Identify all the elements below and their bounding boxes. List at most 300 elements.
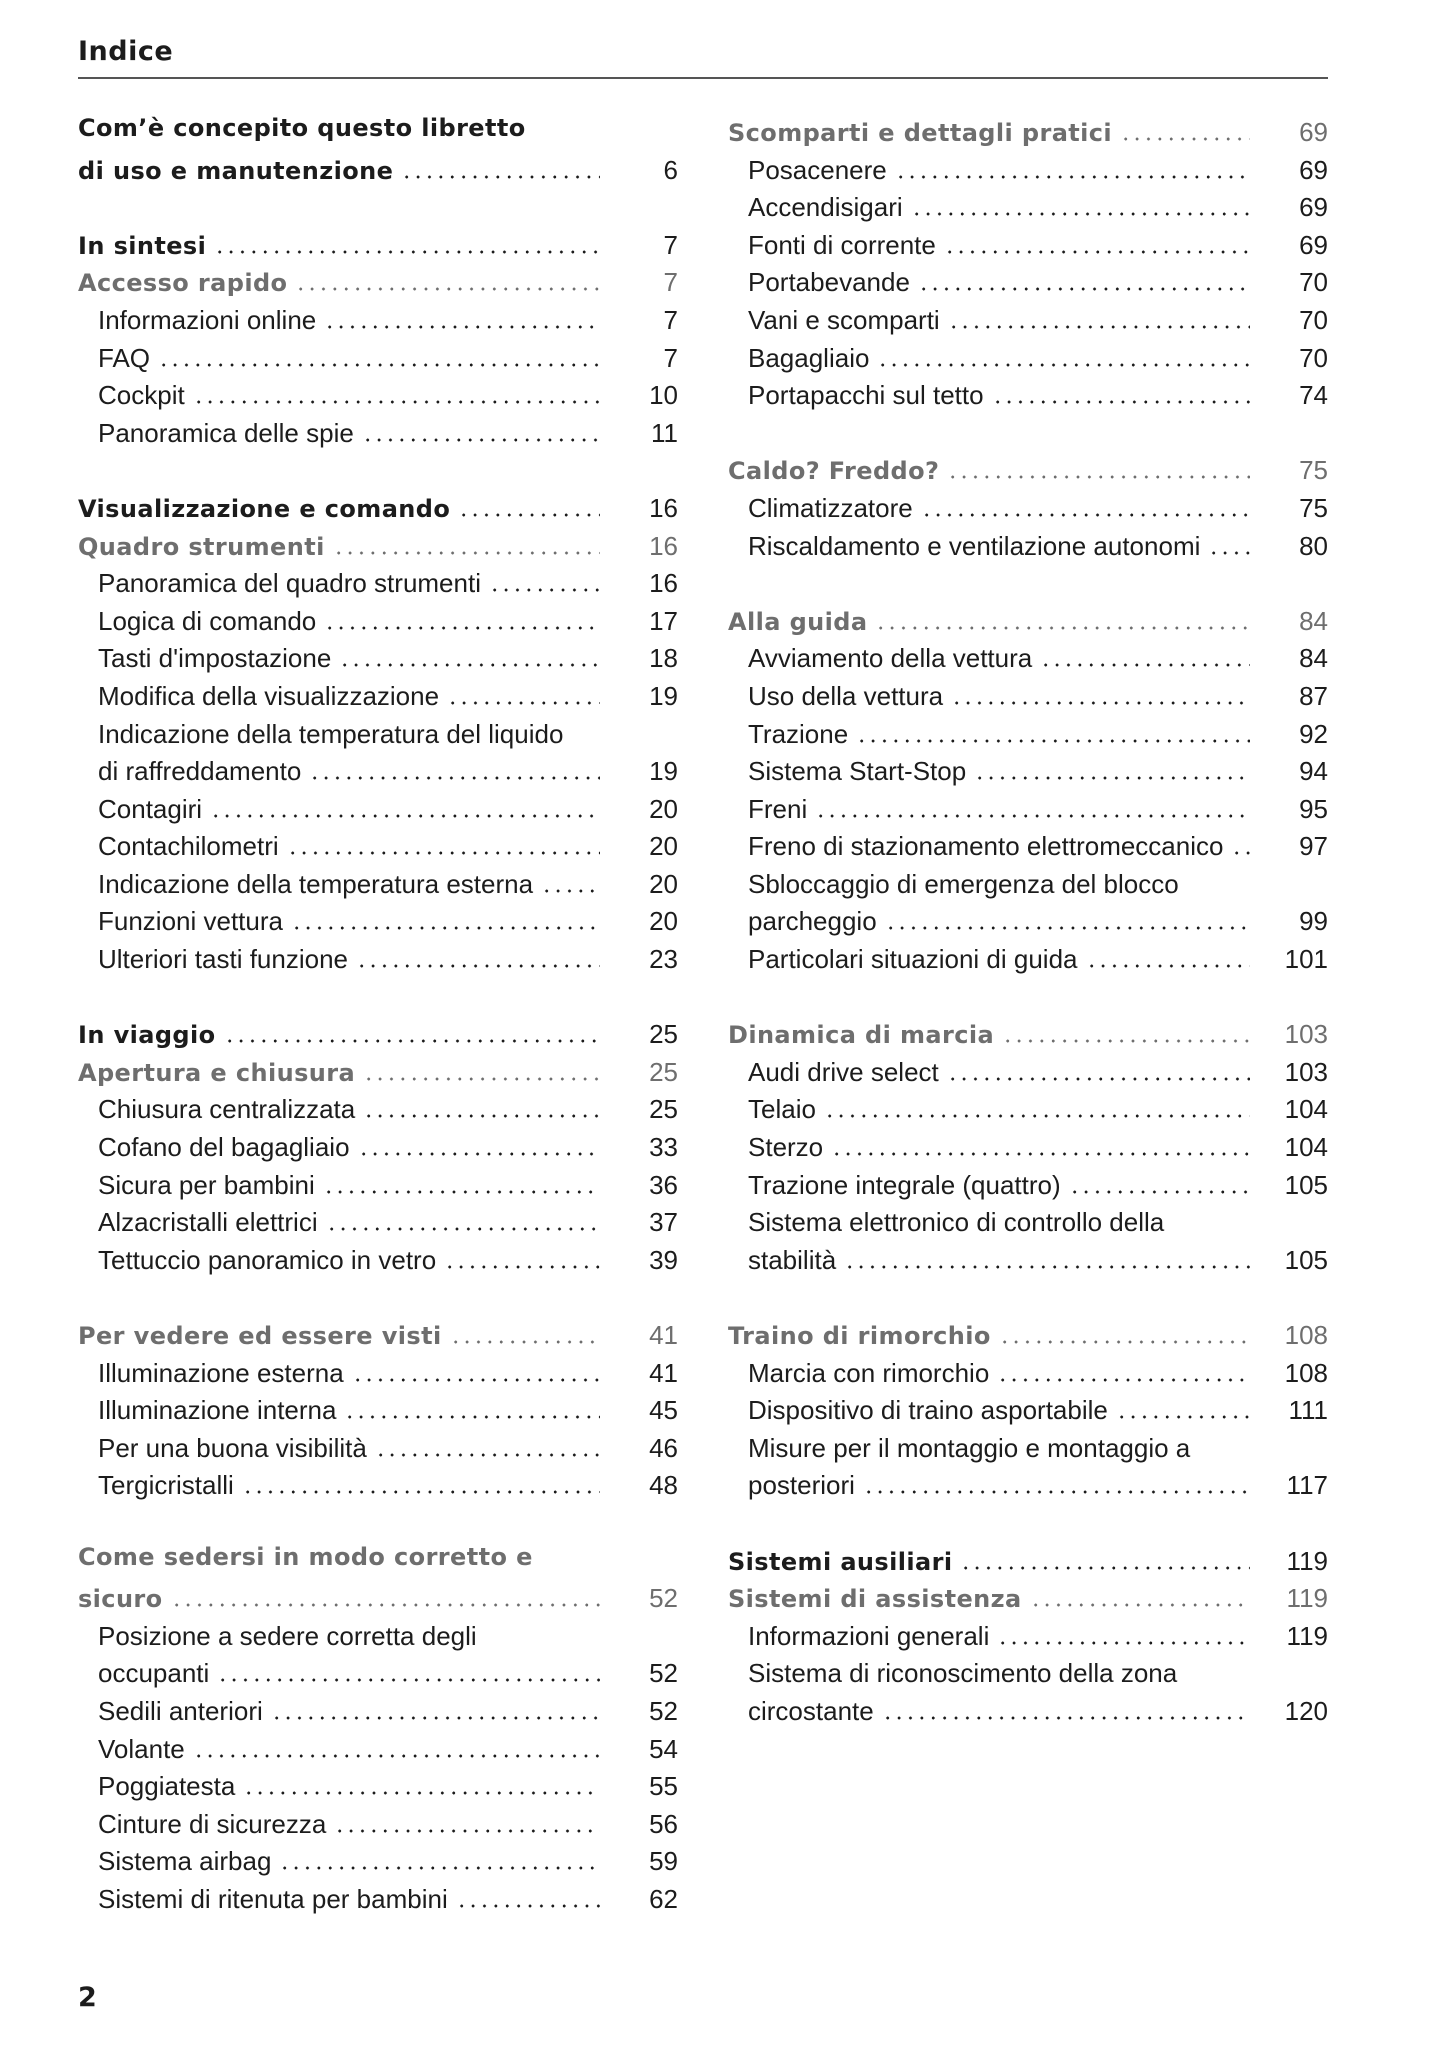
toc-entry[interactable] [78, 1731, 678, 1769]
toc-entry-title: Marcia con rimorchio [748, 1357, 990, 1388]
toc-entry-title: Sicura per bambini [98, 1169, 315, 1200]
toc-entry[interactable] [78, 377, 678, 415]
dot-leader [997, 1641, 1250, 1645]
toc-entry[interactable] [728, 903, 1328, 941]
toc-chapter-heading[interactable] [728, 452, 1328, 490]
toc-page-number: 7 [663, 342, 678, 373]
toc-entry[interactable] [78, 640, 678, 678]
toc-chapter-heading[interactable] [78, 1317, 678, 1355]
toc-page-number: 70 [1299, 267, 1328, 298]
toc-entry-title: Caldo? Freddo? [728, 457, 940, 486]
toc-entry-title: Portabevande [748, 267, 910, 298]
toc-section [728, 603, 1328, 979]
toc-entry[interactable] [728, 753, 1328, 791]
toc-entry[interactable] [728, 1618, 1328, 1656]
dot-leader [242, 1490, 600, 1494]
toc-entry-title: Come sedersi in modo corretto e [78, 1542, 533, 1571]
toc-entry-title: Contachilometri [98, 831, 279, 862]
toc-page-number: 10 [649, 380, 678, 411]
dot-leader [344, 1415, 600, 1419]
dot-leader [918, 287, 1250, 291]
toc-entry[interactable] [728, 490, 1328, 528]
toc-chapter-heading[interactable] [78, 1580, 678, 1618]
toc-entry[interactable] [728, 302, 1328, 340]
toc-page-number: 103 [1284, 1019, 1328, 1050]
toc-entry-title: Fonti di corrente [748, 229, 936, 260]
toc-section [78, 227, 678, 453]
dot-leader [992, 400, 1250, 404]
toc-entry[interactable] [728, 1430, 1328, 1468]
toc-entry-title: Sistema di riconoscimento della zona [748, 1658, 1178, 1689]
dot-leader [334, 1829, 600, 1833]
toc-section [728, 452, 1328, 565]
toc-entry-title: Quadro strumenti [78, 532, 325, 561]
toc-page-number: 97 [1299, 831, 1328, 862]
toc-entry-title: Sistemi di assistenza [728, 1585, 1022, 1614]
toc-chapter-heading[interactable] [728, 1016, 1328, 1054]
dot-leader [444, 1265, 600, 1269]
toc-entry-title: Dinamica di marcia [728, 1021, 995, 1050]
toc-page-number: 117 [1286, 1470, 1328, 1501]
dot-leader [921, 513, 1250, 517]
toc-chapter-heading[interactable] [78, 264, 678, 302]
toc-entry[interactable] [78, 1693, 678, 1731]
toc-entry-title: parcheggio [748, 906, 877, 937]
dot-leader [193, 1754, 600, 1758]
toc-entry-title: Sistema airbag [98, 1846, 272, 1877]
toc-section [728, 1543, 1328, 1731]
toc-entry-title: Chiusura centralizzata [98, 1094, 356, 1125]
dot-leader [489, 588, 600, 592]
toc-entry-title: Funzioni vettura [98, 906, 283, 937]
toc-page-number: 48 [649, 1470, 678, 1501]
toc-page-number: 25 [649, 1056, 678, 1087]
dot-leader [1208, 551, 1250, 555]
toc-page-number: 33 [649, 1132, 678, 1163]
toc-entry[interactable] [78, 415, 678, 453]
toc-entry-title: Cockpit [98, 380, 185, 411]
toc-entry-title: Sterzo [748, 1132, 824, 1163]
toc-entry-title: Bagagliaio [748, 342, 870, 373]
toc-chapter-heading[interactable] [78, 528, 678, 566]
dot-leader [1231, 851, 1250, 855]
toc-entry[interactable] [78, 1881, 678, 1919]
toc-page-number: 80 [1299, 530, 1328, 561]
toc-chapter-heading[interactable] [78, 114, 678, 152]
toc-entry-title: Dispositivo di traino asportabile [748, 1395, 1108, 1426]
toc-page-number: 84 [1299, 605, 1328, 636]
toc-entry[interactable] [728, 1129, 1328, 1167]
toc-entry[interactable] [728, 640, 1328, 678]
toc-page-number: 70 [1299, 304, 1328, 335]
toc-entry[interactable] [78, 340, 678, 378]
toc-page-number: 69 [1299, 154, 1328, 185]
toc-entry[interactable] [728, 264, 1328, 302]
toc-section [78, 1317, 678, 1505]
toc-page-number: 41 [649, 1320, 678, 1350]
toc-page-number: 74 [1299, 380, 1328, 411]
toc-entry-title: Uso della vettura [748, 680, 944, 711]
toc-entry[interactable] [728, 1204, 1328, 1242]
toc-entry-title: Accesso rapido [78, 269, 288, 298]
toc-entry[interactable] [728, 866, 1328, 904]
toc-page-number: 7 [663, 229, 678, 260]
toc-section [728, 114, 1328, 415]
dot-leader [358, 1152, 600, 1156]
toc-page-number: 20 [649, 868, 678, 899]
toc-entry-title: Riscaldamento e ventilazione autonomi [748, 530, 1201, 561]
toc-page-number: 119 [1286, 1583, 1328, 1614]
toc-entry-title: Sistemi ausiliari [728, 1547, 953, 1576]
toc-entry[interactable] [728, 189, 1328, 227]
toc-page-number: 95 [1299, 793, 1328, 824]
toc-entry-title: Contagiri [98, 793, 203, 824]
toc-page-number: 104 [1284, 1132, 1328, 1163]
toc-column-right [728, 114, 1328, 1768]
dot-leader [401, 175, 600, 179]
dot-leader [815, 814, 1250, 818]
toc-entry-title: Panoramica del quadro strumenti [98, 568, 481, 599]
toc-entry-title: Volante [98, 1733, 185, 1764]
toc-page-number: 41 [649, 1357, 678, 1388]
toc-entry[interactable] [728, 340, 1328, 378]
toc-page-number: 20 [649, 793, 678, 824]
dot-leader [458, 513, 600, 517]
toc-entry[interactable] [728, 1693, 1328, 1731]
toc-entry[interactable] [728, 1091, 1328, 1129]
dot-leader [1069, 1190, 1250, 1194]
toc-entry[interactable] [728, 791, 1328, 829]
toc-entry-title: Com’è concepito questo libretto [78, 114, 526, 142]
dot-leader [1086, 964, 1250, 968]
dot-leader [363, 1114, 600, 1118]
toc-entry-title: Ulteriori tasti funzione [98, 944, 348, 975]
toc-page-number: 19 [649, 756, 678, 787]
toc-entry-title: Sedili anteriori [98, 1695, 263, 1726]
toc-page-number: 69 [1299, 192, 1328, 223]
toc-page-number: 70 [1299, 342, 1328, 373]
dot-leader [885, 926, 1250, 930]
toc-entry-title: Cinture di sicurezza [98, 1808, 327, 1839]
page-number: 2 [78, 1982, 97, 2013]
toc-entry[interactable] [728, 828, 1328, 866]
dot-leader [541, 889, 600, 893]
toc-entry[interactable] [78, 1430, 678, 1468]
dot-leader [947, 1077, 1250, 1081]
dot-leader [333, 551, 600, 555]
toc-chapter-heading[interactable] [728, 1317, 1328, 1355]
toc-page-number: 20 [649, 831, 678, 862]
toc-page-number: 120 [1284, 1695, 1328, 1726]
toc-page-number: 56 [649, 1808, 678, 1839]
toc-entry[interactable] [78, 828, 678, 866]
toc-page-number: 75 [1299, 492, 1328, 523]
dot-leader [844, 1265, 1250, 1269]
toc-chapter-heading[interactable] [78, 227, 678, 265]
toc-page-number: 101 [1284, 944, 1328, 975]
toc-entry-title: Accendisigari [748, 192, 903, 223]
toc-entry-title: Freni [748, 793, 808, 824]
dot-leader [287, 851, 600, 855]
dot-leader [243, 1791, 600, 1795]
dot-leader [911, 212, 1250, 216]
toc-page-number: 6 [663, 154, 678, 185]
toc-entry[interactable] [728, 1467, 1328, 1505]
toc-entry[interactable] [78, 1091, 678, 1129]
toc-entry-title: Avviamento della vettura [748, 643, 1033, 674]
toc-chapter-heading[interactable] [728, 114, 1328, 152]
toc-entry[interactable] [78, 791, 678, 829]
dot-leader [863, 1490, 1250, 1494]
toc-page-number: 108 [1284, 1357, 1328, 1388]
dot-leader [831, 1152, 1250, 1156]
dot-leader [447, 701, 600, 705]
dot-leader [295, 287, 600, 291]
toc-entry-title: Illuminazione interna [98, 1395, 337, 1426]
toc-entry-title: Telaio [748, 1094, 816, 1125]
toc-chapter-heading[interactable] [728, 1543, 1328, 1581]
toc-entry-title: Alzacristalli elettrici [98, 1207, 318, 1238]
toc-entry-title: Portapacchi sul tetto [748, 380, 984, 411]
dot-leader [339, 663, 600, 667]
dot-leader [1030, 1603, 1250, 1607]
toc-entry-title: Freno di stazionamento elettromeccanico [748, 831, 1224, 862]
toc-entry-title: Scomparti e dettagli pratici [728, 119, 1113, 147]
toc-entry-title: Particolari situazioni di guida [748, 944, 1078, 975]
toc-entry-title: Per vedere ed essere visti [78, 1322, 442, 1350]
toc-page-number: 69 [1299, 229, 1328, 260]
toc-chapter-heading[interactable] [78, 1054, 678, 1092]
page-header-title: Indice [78, 36, 174, 67]
toc-entry[interactable] [78, 1467, 678, 1505]
toc-entry[interactable] [78, 302, 678, 340]
toc-page-number: 16 [649, 568, 678, 599]
toc-entry-title: FAQ [98, 342, 151, 373]
toc-entry[interactable] [78, 1655, 678, 1693]
toc-page-number: 55 [649, 1771, 678, 1802]
dot-leader [158, 363, 600, 367]
toc-page-number: 75 [1299, 455, 1328, 486]
dot-leader [375, 1453, 600, 1457]
toc-page-number: 105 [1284, 1244, 1328, 1275]
dot-leader [210, 814, 600, 818]
toc-entry[interactable] [78, 1618, 678, 1656]
toc-entry[interactable] [728, 1242, 1328, 1280]
toc-entry-title: sicuro [78, 1585, 163, 1614]
toc-page-number: 45 [649, 1395, 678, 1426]
toc-entry-title: occupanti [98, 1658, 210, 1689]
toc-chapter-heading[interactable] [78, 1016, 678, 1054]
toc-entry[interactable] [78, 565, 678, 603]
dot-leader [948, 325, 1250, 329]
toc-entry-title: Climatizzatore [748, 492, 913, 523]
dot-leader [456, 1904, 600, 1908]
dot-leader [856, 739, 1250, 743]
toc-entry[interactable] [78, 903, 678, 941]
dot-leader [171, 1603, 600, 1607]
toc-entry-title: Sistema elettronico di controllo della [748, 1207, 1165, 1238]
toc-page-number: 105 [1284, 1169, 1328, 1200]
toc-page-number: 23 [649, 944, 678, 975]
toc-entry[interactable] [78, 941, 678, 979]
dot-leader [997, 1378, 1250, 1382]
toc-entry-title: Audi drive select [748, 1056, 939, 1087]
toc-page-number: 94 [1299, 756, 1328, 787]
toc-entry-title: Indicazione della temperatura del liquido [98, 718, 564, 749]
toc-entry[interactable] [78, 1129, 678, 1167]
dot-leader [291, 926, 600, 930]
dot-leader [324, 325, 600, 329]
toc-entry[interactable] [78, 678, 678, 716]
toc-entry[interactable] [78, 1355, 678, 1393]
dot-leader [895, 175, 1250, 179]
dot-leader [193, 400, 600, 404]
toc-page-number: 52 [649, 1695, 678, 1726]
toc-entry-title: Trazione [748, 718, 849, 749]
toc-page-number: 52 [649, 1658, 678, 1689]
toc-page-number: 92 [1299, 718, 1328, 749]
toc-chapter-heading[interactable] [728, 1580, 1328, 1618]
toc-entry[interactable] [78, 1392, 678, 1430]
dot-leader [999, 1340, 1250, 1344]
dot-leader [974, 776, 1250, 780]
toc-entry[interactable] [78, 1167, 678, 1205]
dot-leader [362, 438, 600, 442]
toc-page-number: 99 [1299, 906, 1328, 937]
dot-leader [1120, 137, 1250, 141]
toc-chapter-heading[interactable] [78, 490, 678, 528]
toc-entry[interactable] [728, 152, 1328, 190]
toc-entry[interactable] [728, 1167, 1328, 1205]
toc-page-number: 46 [649, 1432, 678, 1463]
toc-entry-title: Misure per il montaggio e montaggio a [748, 1432, 1191, 1463]
toc-page-number: 59 [649, 1846, 678, 1877]
toc-entry-title: Sistema Start-Stop [748, 756, 967, 787]
toc-entry-title: di raffreddamento [98, 756, 302, 787]
dot-leader [824, 1114, 1250, 1118]
dot-leader [224, 1039, 600, 1043]
toc-entry[interactable] [728, 1054, 1328, 1092]
toc-entry-title: Tasti d'impostazione [98, 643, 332, 674]
toc-entry-title: Vani e scomparti [748, 304, 940, 335]
toc-entry-title: Trazione integrale (quattro) [748, 1169, 1061, 1200]
dot-leader [214, 250, 600, 254]
toc-page-number: 37 [649, 1207, 678, 1238]
dot-leader [279, 1866, 600, 1870]
toc-entry[interactable] [78, 1843, 678, 1881]
dot-leader [324, 626, 600, 630]
toc-entry[interactable] [78, 866, 678, 904]
toc-entry-title: In viaggio [78, 1021, 216, 1050]
toc-entry-title: Sbloccaggio di emergenza del blocco [748, 868, 1179, 899]
toc-chapter-heading[interactable] [78, 152, 678, 190]
dot-leader [352, 1378, 600, 1382]
toc-section [728, 1317, 1328, 1505]
toc-entry[interactable] [728, 1655, 1328, 1693]
toc-page-number: 7 [663, 304, 678, 335]
toc-entry-title: Informazioni online [98, 304, 317, 335]
toc-page-number: 108 [1284, 1320, 1328, 1350]
toc-entry-title: In sintesi [78, 231, 207, 260]
toc-entry-title: circostante [748, 1695, 874, 1726]
dot-leader [944, 250, 1250, 254]
toc-entry-title: Per una buona visibilità [98, 1432, 367, 1463]
toc-entry-title: Poggiatesta [98, 1771, 236, 1802]
toc-entry[interactable] [728, 377, 1328, 415]
toc-entry-title: Illuminazione esterna [98, 1357, 344, 1388]
toc-section [78, 490, 678, 979]
toc-page-number: 69 [1299, 117, 1328, 147]
dot-leader [363, 1077, 600, 1081]
dot-leader [323, 1190, 600, 1194]
toc-chapter-heading[interactable] [78, 1543, 678, 1581]
toc-entry-title: Posacenere [748, 154, 887, 185]
toc-entry[interactable] [728, 227, 1328, 265]
toc-entry[interactable] [78, 753, 678, 791]
dot-leader [951, 701, 1250, 705]
toc-page-number: 16 [649, 530, 678, 561]
toc-entry-title: stabilità [748, 1244, 837, 1275]
toc-page-number: 111 [1288, 1395, 1328, 1426]
toc-entry-title: Tergicristalli [98, 1470, 234, 1501]
toc-page-number: 39 [649, 1244, 678, 1275]
toc-entry-title: Logica di comando [98, 605, 317, 636]
toc-entry-title: di uso e manutenzione [78, 156, 394, 185]
toc-entry[interactable] [78, 1204, 678, 1242]
toc-page-number: 104 [1284, 1094, 1328, 1125]
toc-page-number: 54 [649, 1733, 678, 1764]
dot-leader [960, 1566, 1250, 1570]
toc-entry[interactable] [728, 528, 1328, 566]
toc-entry[interactable] [728, 716, 1328, 754]
toc-entry-title: Panoramica delle spie [98, 417, 354, 448]
toc-entry[interactable] [78, 716, 678, 754]
toc-entry[interactable] [728, 1355, 1328, 1393]
toc-entry[interactable] [78, 1242, 678, 1280]
toc-page-number: 16 [649, 492, 678, 523]
toc-entry[interactable] [728, 678, 1328, 716]
dot-leader [882, 1716, 1250, 1720]
toc-page-number: 103 [1284, 1056, 1328, 1087]
toc-entry[interactable] [728, 941, 1328, 979]
toc-section [78, 1016, 678, 1279]
toc-page-number: 87 [1299, 680, 1328, 711]
toc-page-number: 18 [649, 643, 678, 674]
dot-leader [326, 1227, 600, 1231]
toc-entry-title: posteriori [748, 1470, 855, 1501]
toc-entry-title: Tettuccio panoramico in vetro [98, 1244, 437, 1275]
toc-entry-title: Apertura e chiusura [78, 1058, 356, 1087]
dot-leader [1116, 1415, 1250, 1419]
toc-page-number: 25 [649, 1019, 678, 1050]
dot-leader [1040, 663, 1250, 667]
toc-chapter-heading[interactable] [728, 603, 1328, 641]
toc-section [78, 114, 678, 189]
toc-entry[interactable] [78, 603, 678, 641]
toc-entry-title: Modifica della visualizzazione [98, 680, 440, 711]
toc-entry[interactable] [78, 1768, 678, 1806]
dot-leader [1002, 1039, 1250, 1043]
dot-leader [877, 363, 1250, 367]
toc-entry-title: Alla guida [728, 607, 868, 636]
toc-page-number: 119 [1286, 1545, 1328, 1576]
dot-leader [356, 964, 600, 968]
toc-entry[interactable] [78, 1806, 678, 1844]
toc-entry-title: Cofano del bagagliaio [98, 1132, 350, 1163]
dot-leader [875, 626, 1250, 630]
dot-leader [271, 1716, 600, 1720]
toc-entry[interactable] [728, 1392, 1328, 1430]
